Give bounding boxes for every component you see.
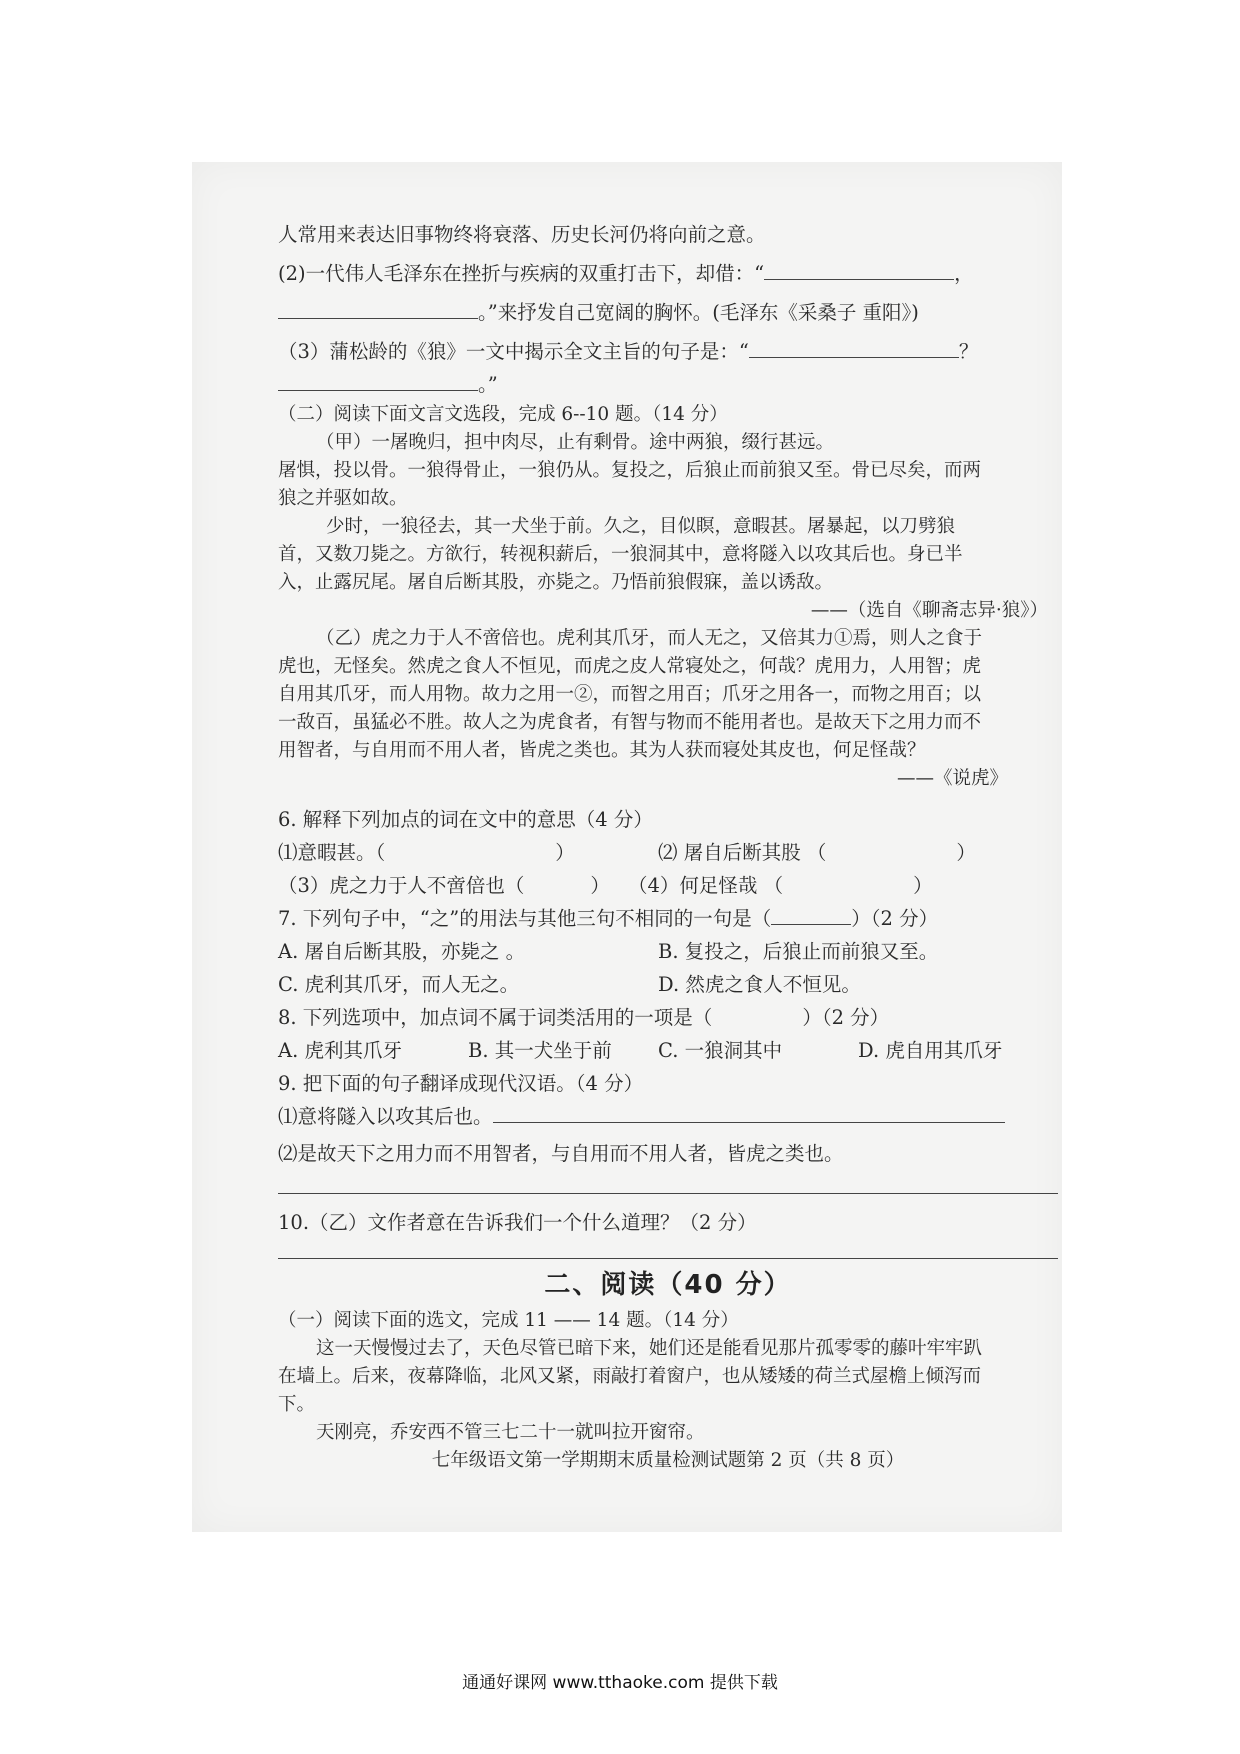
answer-blank[interactable] <box>278 298 478 319</box>
option-a[interactable]: A. 屠自后断其股，亦毙之 。 <box>278 940 526 963</box>
answer-blank[interactable] <box>749 337 959 358</box>
passage-yi: 自用其爪牙，而人用物。故力之用一②，而智之用百；爪牙之用各一，而物之用百；以 <box>278 684 982 705</box>
question-3-cont: 。” <box>278 368 1058 401</box>
reading-header: （一）阅读下面的选文，完成 11 —— 14 题。（14 分） <box>278 1310 739 1331</box>
passage-yi: 用智者，与自用而不用人者，皆虎之类也。其为人获而寝处其皮也，何足怪哉？ <box>278 740 926 761</box>
question-2-cont: 。”来抒发自己宽阔的胸怀。(毛泽东《采桑子 重阳》) <box>278 296 1058 329</box>
passage-jia: 少时，一狼径去，其一犬坐于前。久之，目似瞑，意暇甚。屠暴起，以刀劈狼 <box>326 516 956 537</box>
option-c[interactable]: C. 一狼洞其中 <box>658 1039 783 1062</box>
option-d[interactable]: D. 虎自用其爪牙 <box>858 1039 1003 1062</box>
reading-passage: 下。 <box>278 1394 316 1415</box>
intro-line: 人常用来表达旧事物终将衰落、历史长河仍将向前之意。 <box>278 223 766 246</box>
question-10-title: 10.（乙）文作者意在告诉我们一个什么道理？（2 分） <box>278 1211 757 1234</box>
question-6-row1: ⑴意暇甚。（ ） ⑵ 屠自后断其股 （ ） <box>278 841 976 864</box>
question-3: （3）蒲松龄的《狼》一文中揭示全文主旨的句子是：“ ？ <box>278 335 1058 368</box>
answer-line[interactable] <box>278 1257 1058 1259</box>
passage-source: ——《说虎》 <box>896 768 1008 789</box>
answer-blank[interactable] <box>764 259 954 280</box>
watermark-text: 通通好课网 www.tthaoke.com 提供下载 <box>462 1673 778 1693</box>
question-7-title: 7. 下列句子中，“之”的用法与其他三句不相同的一句是（ ）（2 分） <box>278 902 1058 935</box>
question-6-title: 6. 解释下列加点的词在文中的意思（4 分） <box>278 808 653 831</box>
answer-blank[interactable] <box>278 370 478 391</box>
question-7-options <box>278 968 1058 1001</box>
question-8-title: 8. 下列选项中，加点词不属于词类活用的一项是（ ）（2 分） <box>278 1006 890 1029</box>
answer-blank[interactable] <box>771 904 851 925</box>
question-9-title: 9. 把下面的句子翻译成现代汉语。（4 分） <box>278 1072 644 1095</box>
reading-passage: 这一天慢慢过去了，天色尽管已暗下来，她们还是能看见那片孤零零的藤叶牢牢趴 <box>316 1338 983 1359</box>
question-6-row2: （3）虎之力于人不啻倍也（ ） （4）何足怪哉 （ ） <box>278 874 933 897</box>
passage-jia: 狼之并驱如故。 <box>278 488 408 509</box>
question-7-options <box>278 935 1058 968</box>
question-8-options <box>278 1034 1058 1067</box>
option-d[interactable]: D. 然虎之食人不恒见。 <box>658 973 861 996</box>
reading-passage: 天刚亮，乔安西不管三七二十一就叫拉开窗帘。 <box>316 1422 705 1443</box>
option-c[interactable]: C. 虎利其爪牙，而人无之。 <box>278 973 520 996</box>
passage-yi: 一敌百，虽猛必不胜。故人之为虎食者，有智与物而不能用者也。是故天下之用力而不 <box>278 712 982 733</box>
option-b[interactable]: B. 其一犬坐于前 <box>468 1039 612 1062</box>
option-b[interactable]: B. 复投之，后狼止而前狼又至。 <box>658 940 939 963</box>
question-9b: ⑵是故天下之用力而不用智者，与自用而不用人者，皆虎之类也。 <box>278 1142 844 1165</box>
passage-jia: 首，又数刀毙之。方欲行，转视积薪后，一狼洞其中，意将隧入以攻其后也。身已半 <box>278 544 963 565</box>
passage-jia: （甲）一屠晚归，担中肉尽，止有剩骨。途中两狼，缀行甚远。 <box>316 432 835 453</box>
answer-line[interactable] <box>278 1192 1058 1194</box>
option-a[interactable]: A. 虎利其爪牙 <box>278 1039 402 1062</box>
passage-source: ——（选自《聊斋志异·狼》） <box>810 600 1048 621</box>
answer-line[interactable] <box>493 1102 1005 1123</box>
question-9a: ⑴意将隧入以攻其后也。 <box>278 1100 1058 1133</box>
exam-content <box>278 218 1058 1475</box>
page-footer: 七年级语文第一学期期末质量检测试题第 2 页（共 8 页） <box>431 1450 905 1471</box>
passage-jia: 入，止露尻尾。屠自后断其股，亦毙之。乃悟前狼假寐，盖以诱敌。 <box>278 572 834 593</box>
question-2: (2)一代伟人毛泽东在挫折与疾病的双重打击下，却借：“ ， <box>278 257 1058 290</box>
section-header: （二）阅读下面文言文选段，完成 6--10 题。（14 分） <box>278 404 728 425</box>
passage-jia: 屠惧，投以骨。一狼得骨止，一狼仍从。复投之，后狼止而前狼又至。骨已尽矣，而两 <box>278 460 982 481</box>
part-title: 二、阅读（40 分） <box>544 1270 792 1300</box>
passage-yi: （乙）虎之力于人不啻倍也。虎利其爪牙，而人无之，又倍其力①焉，则人之食于 <box>316 628 983 649</box>
reading-passage: 在墙上。后来，夜幕降临，北风又紧，雨敲打着窗户，也从矮矮的荷兰式屋檐上倾泻而 <box>278 1366 982 1387</box>
passage-yi: 虎也，无怪矣。然虎之食人不恒见，而虎之皮人常寝处之，何哉？虎用力，人用智；虎 <box>278 656 982 677</box>
